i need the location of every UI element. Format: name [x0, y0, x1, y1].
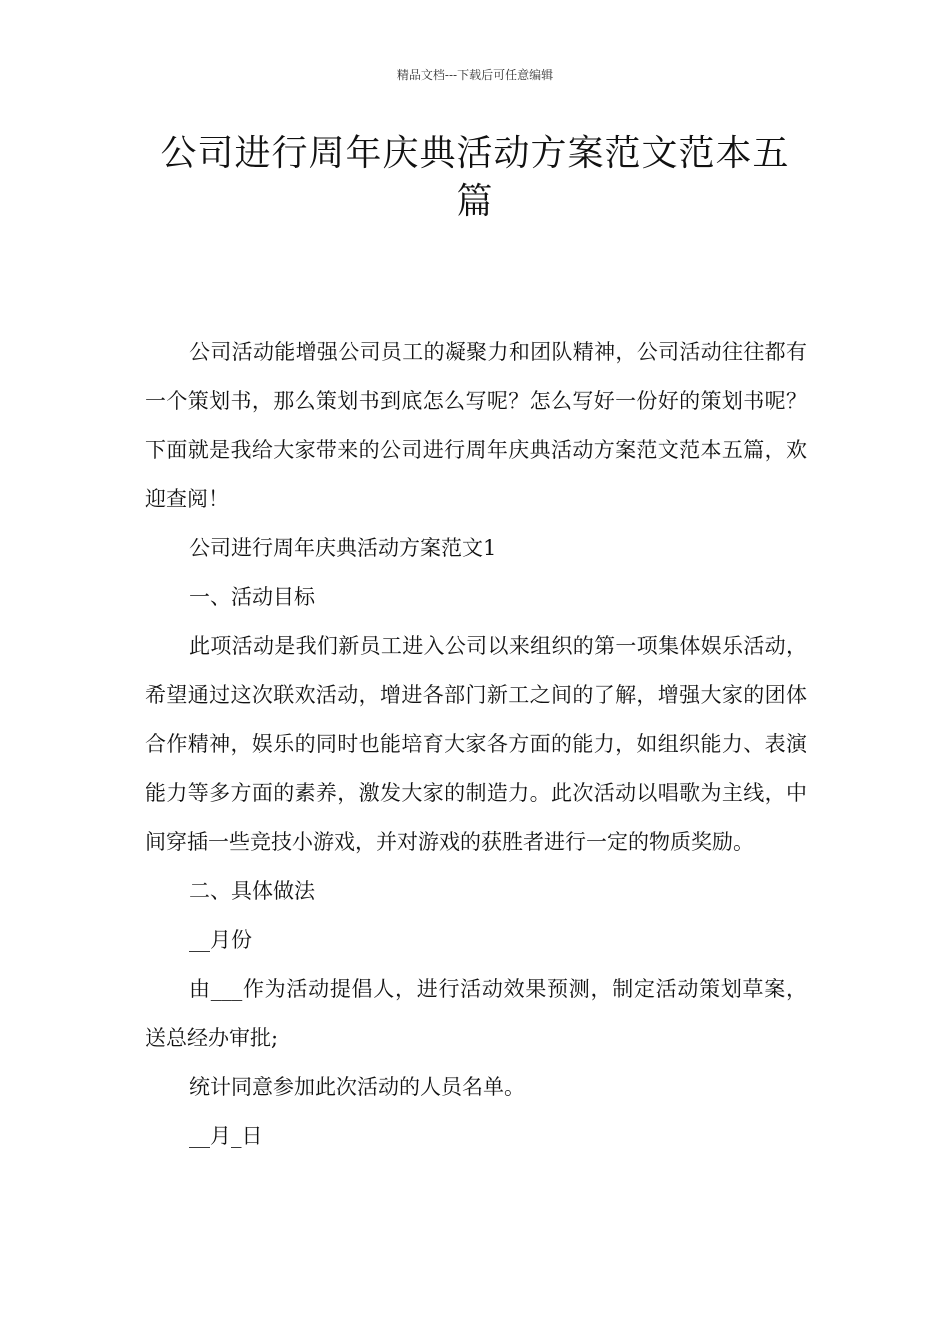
- heading-specific-method: 二、具体做法: [189, 879, 315, 903]
- month-line: __月份: [189, 928, 252, 952]
- document-title: [120, 130, 830, 226]
- heading-activity-goal: 一、活动目标: [189, 585, 315, 609]
- document-body: [145, 328, 807, 1161]
- intro-paragraph: 公司活动能增强公司员工的凝聚力和团队精神，公司活动往往都有一个策划书，那么策划书到底怎么写呢？怎么写好一份好的策划书呢？下面就是我给大家带来的公司进行周年庆典活动方案范文范本五篇，欢迎查阅！: [145, 340, 807, 511]
- document-title-line-2: 篇: [456, 181, 494, 222]
- section-heading-plan-1: 公司进行周年庆典活动方案范文1: [189, 536, 497, 560]
- initiator-paragraph: 由___作为活动提倡人，进行活动效果预测，制定活动策划草案，送总经办审批;: [145, 977, 807, 1050]
- page-header-note: 精品文档---下载后可任意编辑: [396, 68, 554, 82]
- attendee-list-paragraph: 统计同意参加此次活动的人员名单。: [189, 1075, 525, 1099]
- date-line: __月_日: [189, 1124, 263, 1148]
- document-title-line-1: 公司进行周年庆典活动方案范文范本五: [160, 133, 790, 174]
- goal-paragraph: 此项活动是我们新员工进入公司以来组织的第一项集体娱乐活动，希望通过这次联欢活动，增进各部门新工之间的了解，增强大家的团体合作精神，娱乐的同时也能培育大家各方面的能力，如组织能力、表演能力等多方面的素养，激发大家的制造力。此次活动以唱歌为主线，中间穿插一些竞技小游戏，并对游戏的获胜者进行一定的物质奖励。: [145, 634, 807, 854]
